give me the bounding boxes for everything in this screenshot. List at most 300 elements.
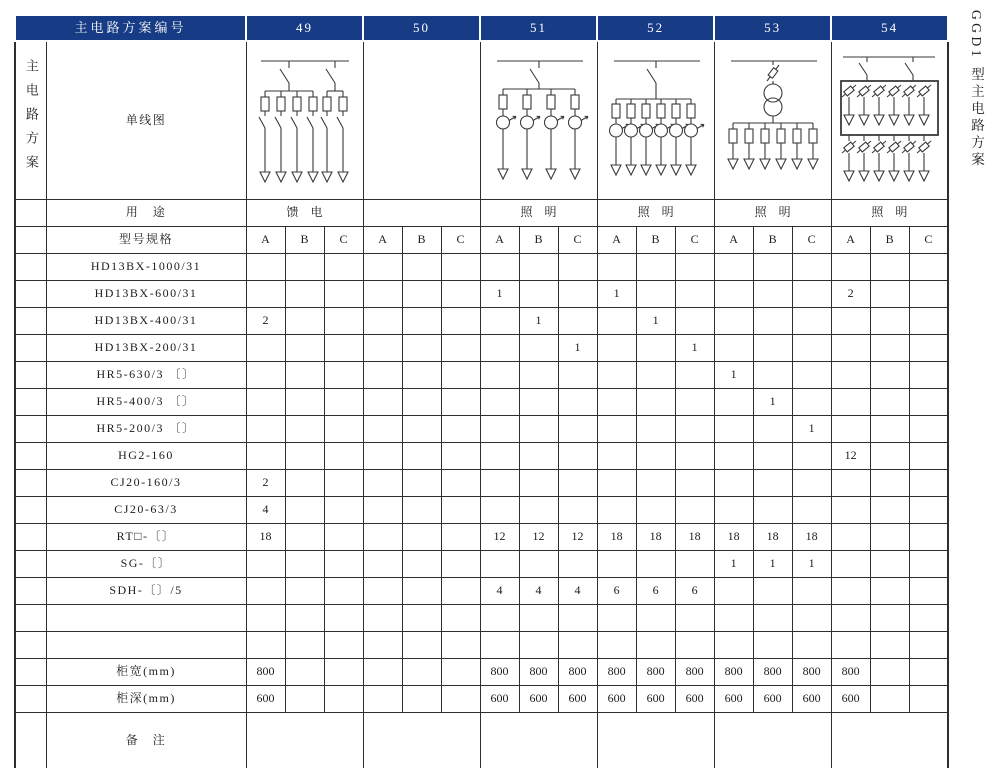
left-gutter-cell (15, 550, 46, 577)
usage-cell-51: 照 明 (480, 199, 597, 226)
value-cell (597, 631, 636, 658)
value-cell (402, 307, 441, 334)
value-cell (285, 685, 324, 712)
remarks-row (15, 712, 948, 768)
row-label-usage: 用 途 (46, 199, 246, 226)
value-cell (363, 685, 402, 712)
value-cell (714, 442, 753, 469)
phase-col-header: C (909, 226, 948, 253)
value-cell (285, 334, 324, 361)
value-cell (480, 307, 519, 334)
left-gutter-cell (15, 577, 46, 604)
value-cell: 600 (558, 685, 597, 712)
scheme-number-51: 51 (480, 15, 597, 41)
value-cell (363, 469, 402, 496)
row-label (46, 631, 246, 658)
value-cell (441, 523, 480, 550)
value-cell (441, 604, 480, 631)
value-cell: 6 (675, 577, 714, 604)
row-label (46, 604, 246, 631)
value-cell: 1 (480, 280, 519, 307)
value-cell (909, 334, 948, 361)
value-cell (246, 388, 285, 415)
value-cell (519, 496, 558, 523)
left-gutter-cell (15, 334, 46, 361)
value-cell (831, 604, 870, 631)
phase-col-header: B (285, 226, 324, 253)
left-gutter-cell (15, 523, 46, 550)
value-cell (831, 334, 870, 361)
value-cell: 12 (480, 523, 519, 550)
value-cell (792, 280, 831, 307)
value-cell (402, 469, 441, 496)
usage-cell-52: 照 明 (597, 199, 714, 226)
value-cell: 6 (597, 577, 636, 604)
value-cell (441, 442, 480, 469)
value-cell (246, 415, 285, 442)
row-label: CJ20-160/3 (46, 469, 246, 496)
value-cell (909, 523, 948, 550)
value-cell (519, 550, 558, 577)
scheme-number-49: 49 (246, 15, 363, 41)
value-cell (402, 280, 441, 307)
value-cell: 600 (636, 685, 675, 712)
value-cell (636, 442, 675, 469)
value-cell (870, 604, 909, 631)
value-cell (909, 685, 948, 712)
value-cell: 600 (480, 685, 519, 712)
value-cell (870, 253, 909, 280)
value-cell (480, 469, 519, 496)
value-cell (675, 604, 714, 631)
value-cell (870, 334, 909, 361)
left-gutter-cell (15, 307, 46, 334)
value-cell (753, 469, 792, 496)
single-line-diagram-52 (597, 41, 714, 199)
value-cell: 18 (753, 523, 792, 550)
value-cell (870, 415, 909, 442)
value-cell (714, 280, 753, 307)
value-cell (402, 388, 441, 415)
value-cell (597, 307, 636, 334)
row-label: 柜宽(mm) (46, 658, 246, 685)
phase-col-header: A (363, 226, 402, 253)
value-cell (324, 604, 363, 631)
value-cell (441, 577, 480, 604)
value-cell: 12 (558, 523, 597, 550)
value-cell (831, 388, 870, 415)
row-label: HR5-400/3 〔〕 (46, 388, 246, 415)
value-cell (441, 307, 480, 334)
value-cell (285, 604, 324, 631)
value-cell (324, 523, 363, 550)
value-cell (714, 469, 753, 496)
value-cell: 4 (519, 577, 558, 604)
value-cell (753, 253, 792, 280)
value-cell (831, 415, 870, 442)
single-line-diagram-49 (246, 41, 363, 199)
value-cell (909, 415, 948, 442)
usage-row (15, 199, 948, 226)
row-label: HD13BX-600/31 (46, 280, 246, 307)
header-title-cell: 主电路方案编号 (15, 15, 246, 41)
value-cell (480, 631, 519, 658)
value-cell (402, 253, 441, 280)
left-gutter-cell (15, 442, 46, 469)
value-cell (753, 442, 792, 469)
value-cell (909, 469, 948, 496)
remarks-cell-50 (363, 712, 480, 768)
value-cell (363, 361, 402, 388)
left-gutter-cell (15, 604, 46, 631)
value-cell: 1 (792, 415, 831, 442)
value-cell: 600 (792, 685, 831, 712)
value-cell (636, 496, 675, 523)
value-cell (753, 334, 792, 361)
value-cell (402, 577, 441, 604)
table-row (15, 685, 948, 712)
value-cell: 18 (597, 523, 636, 550)
value-cell (441, 550, 480, 577)
value-cell (792, 253, 831, 280)
value-cell (480, 361, 519, 388)
value-cell: 1 (714, 361, 753, 388)
value-cell (402, 496, 441, 523)
value-cell: 18 (714, 523, 753, 550)
value-cell: 600 (597, 685, 636, 712)
table-row (15, 253, 948, 280)
value-cell (597, 253, 636, 280)
value-cell (753, 577, 792, 604)
value-cell (441, 685, 480, 712)
value-cell (246, 631, 285, 658)
diagram-row (15, 41, 948, 199)
value-cell (558, 442, 597, 469)
phase-col-header: C (792, 226, 831, 253)
value-cell (597, 442, 636, 469)
value-cell (792, 469, 831, 496)
value-cell: 18 (636, 523, 675, 550)
value-cell (792, 604, 831, 631)
usage-cell-49: 馈 电 (246, 199, 363, 226)
value-cell: 2 (831, 280, 870, 307)
value-cell (363, 442, 402, 469)
value-cell (285, 631, 324, 658)
value-cell (714, 577, 753, 604)
value-cell (402, 334, 441, 361)
value-cell: 2 (246, 469, 285, 496)
phase-col-header: C (441, 226, 480, 253)
value-cell (675, 280, 714, 307)
value-cell (636, 334, 675, 361)
value-cell (597, 604, 636, 631)
value-cell (597, 496, 636, 523)
left-gutter-cell (15, 280, 46, 307)
value-cell (480, 388, 519, 415)
value-cell (636, 280, 675, 307)
value-cell (324, 496, 363, 523)
phase-col-header: B (519, 226, 558, 253)
value-cell (480, 334, 519, 361)
value-cell (675, 631, 714, 658)
value-cell (285, 469, 324, 496)
value-cell (636, 388, 675, 415)
value-cell (324, 361, 363, 388)
value-cell (870, 631, 909, 658)
value-cell (363, 631, 402, 658)
value-cell (597, 334, 636, 361)
value-cell (831, 307, 870, 334)
value-cell: 1 (675, 334, 714, 361)
value-cell (831, 361, 870, 388)
value-cell (753, 604, 792, 631)
value-cell (402, 658, 441, 685)
left-vertical-title-cell (15, 41, 46, 199)
value-cell (909, 280, 948, 307)
row-label: HG2-160 (46, 442, 246, 469)
value-cell (753, 631, 792, 658)
usage-cell-50 (363, 199, 480, 226)
value-cell (285, 253, 324, 280)
value-cell (675, 415, 714, 442)
usage-cell-53: 照 明 (714, 199, 831, 226)
value-cell (636, 550, 675, 577)
value-cell (714, 388, 753, 415)
value-cell (675, 496, 714, 523)
value-cell: 800 (792, 658, 831, 685)
value-cell (246, 442, 285, 469)
table-row (15, 469, 948, 496)
value-cell (558, 550, 597, 577)
value-cell: 600 (246, 685, 285, 712)
value-cell (675, 307, 714, 334)
single-line-diagram-50 (363, 41, 480, 199)
value-cell (558, 496, 597, 523)
value-cell (909, 496, 948, 523)
value-cell (792, 496, 831, 523)
value-cell (753, 307, 792, 334)
phase-col-header: B (636, 226, 675, 253)
remarks-cell-53 (714, 712, 831, 768)
value-cell (831, 523, 870, 550)
value-cell (519, 280, 558, 307)
left-gutter-cell (15, 199, 46, 226)
value-cell (480, 496, 519, 523)
value-cell: 800 (246, 658, 285, 685)
table-row (15, 523, 948, 550)
value-cell: 600 (714, 685, 753, 712)
value-cell (909, 577, 948, 604)
table-row (15, 496, 948, 523)
value-cell (285, 523, 324, 550)
value-cell (363, 658, 402, 685)
value-cell (363, 307, 402, 334)
value-cell (363, 388, 402, 415)
value-cell (441, 334, 480, 361)
value-cell (909, 604, 948, 631)
value-cell (402, 523, 441, 550)
value-cell (675, 469, 714, 496)
value-cell (831, 469, 870, 496)
value-cell (324, 280, 363, 307)
value-cell: 18 (675, 523, 714, 550)
value-cell (285, 658, 324, 685)
spec-header-row (15, 226, 948, 253)
value-cell (519, 604, 558, 631)
value-cell (870, 280, 909, 307)
value-cell (519, 415, 558, 442)
value-cell (285, 577, 324, 604)
value-cell (519, 334, 558, 361)
phase-col-header: B (402, 226, 441, 253)
value-cell: 6 (636, 577, 675, 604)
single-line-diagram-53 (714, 41, 831, 199)
value-cell (441, 658, 480, 685)
value-cell (831, 496, 870, 523)
table-header-row (15, 15, 948, 41)
value-cell (480, 550, 519, 577)
value-cell (363, 334, 402, 361)
scheme-number-50: 50 (363, 15, 480, 41)
value-cell (558, 388, 597, 415)
value-cell (324, 550, 363, 577)
row-label-spec: 型号规格 (46, 226, 246, 253)
value-cell: 800 (636, 658, 675, 685)
value-cell (870, 658, 909, 685)
row-label: 柜深(mm) (46, 685, 246, 712)
value-cell (558, 469, 597, 496)
value-cell (870, 307, 909, 334)
value-cell (324, 388, 363, 415)
value-cell (675, 550, 714, 577)
scheme-number-52: 52 (597, 15, 714, 41)
value-cell (246, 361, 285, 388)
table-row (15, 604, 948, 631)
value-cell (753, 361, 792, 388)
table-row (15, 415, 948, 442)
value-cell (441, 469, 480, 496)
value-cell (870, 496, 909, 523)
remarks-cell-54 (831, 712, 948, 768)
value-cell (402, 361, 441, 388)
value-cell: 600 (519, 685, 558, 712)
usage-cell-54: 照 明 (831, 199, 948, 226)
value-cell: 18 (792, 523, 831, 550)
value-cell (324, 442, 363, 469)
phase-col-header: A (480, 226, 519, 253)
value-cell (324, 469, 363, 496)
value-cell (792, 388, 831, 415)
value-cell (246, 577, 285, 604)
value-cell (558, 307, 597, 334)
value-cell (402, 550, 441, 577)
value-cell (870, 442, 909, 469)
value-cell (441, 388, 480, 415)
value-cell: 1 (519, 307, 558, 334)
row-label: HD13BX-400/31 (46, 307, 246, 334)
value-cell (324, 685, 363, 712)
value-cell (246, 253, 285, 280)
value-cell: 800 (675, 658, 714, 685)
table-row (15, 388, 948, 415)
value-cell (441, 280, 480, 307)
value-cell: 800 (558, 658, 597, 685)
scheme-table (14, 14, 949, 768)
value-cell: 1 (597, 280, 636, 307)
table-row (15, 307, 948, 334)
value-cell: 2 (246, 307, 285, 334)
value-cell (636, 604, 675, 631)
left-gutter-cell (15, 253, 46, 280)
value-cell: 800 (753, 658, 792, 685)
value-cell (480, 442, 519, 469)
value-cell (675, 388, 714, 415)
value-cell (870, 577, 909, 604)
phase-col-header: C (675, 226, 714, 253)
value-cell (870, 388, 909, 415)
left-gutter-cell (15, 658, 46, 685)
row-label: SDH-〔〕/5 (46, 577, 246, 604)
value-cell (285, 415, 324, 442)
left-gutter-cell (15, 226, 46, 253)
table-row (15, 280, 948, 307)
value-cell (714, 604, 753, 631)
value-cell (519, 388, 558, 415)
row-label: CJ20-63/3 (46, 496, 246, 523)
value-cell (909, 631, 948, 658)
row-label-remarks: 备 注 (46, 712, 246, 768)
left-gutter-cell (15, 388, 46, 415)
value-cell (558, 280, 597, 307)
value-cell (714, 496, 753, 523)
value-cell: 1 (558, 334, 597, 361)
value-cell (870, 685, 909, 712)
phase-col-header: C (558, 226, 597, 253)
phase-col-header: A (597, 226, 636, 253)
value-cell: 600 (831, 685, 870, 712)
value-cell: 800 (597, 658, 636, 685)
value-cell (402, 442, 441, 469)
remarks-cell-49 (246, 712, 363, 768)
value-cell (441, 496, 480, 523)
value-cell (675, 442, 714, 469)
value-cell: 800 (519, 658, 558, 685)
table-row (15, 334, 948, 361)
value-cell (363, 253, 402, 280)
value-cell (792, 631, 831, 658)
value-cell (324, 253, 363, 280)
value-cell (870, 550, 909, 577)
value-cell (558, 604, 597, 631)
row-label-diagram: 单线图 (46, 41, 246, 199)
value-cell: 600 (675, 685, 714, 712)
left-gutter-cell (15, 712, 46, 768)
value-cell (792, 307, 831, 334)
table-row (15, 658, 948, 685)
value-cell (909, 361, 948, 388)
table-row (15, 631, 948, 658)
value-cell (363, 496, 402, 523)
value-cell (636, 361, 675, 388)
left-gutter-cell (15, 631, 46, 658)
value-cell (246, 280, 285, 307)
left-gutter-cell (15, 361, 46, 388)
phase-col-header: B (870, 226, 909, 253)
value-cell (597, 388, 636, 415)
value-cell (285, 388, 324, 415)
value-cell (324, 307, 363, 334)
value-cell (636, 469, 675, 496)
